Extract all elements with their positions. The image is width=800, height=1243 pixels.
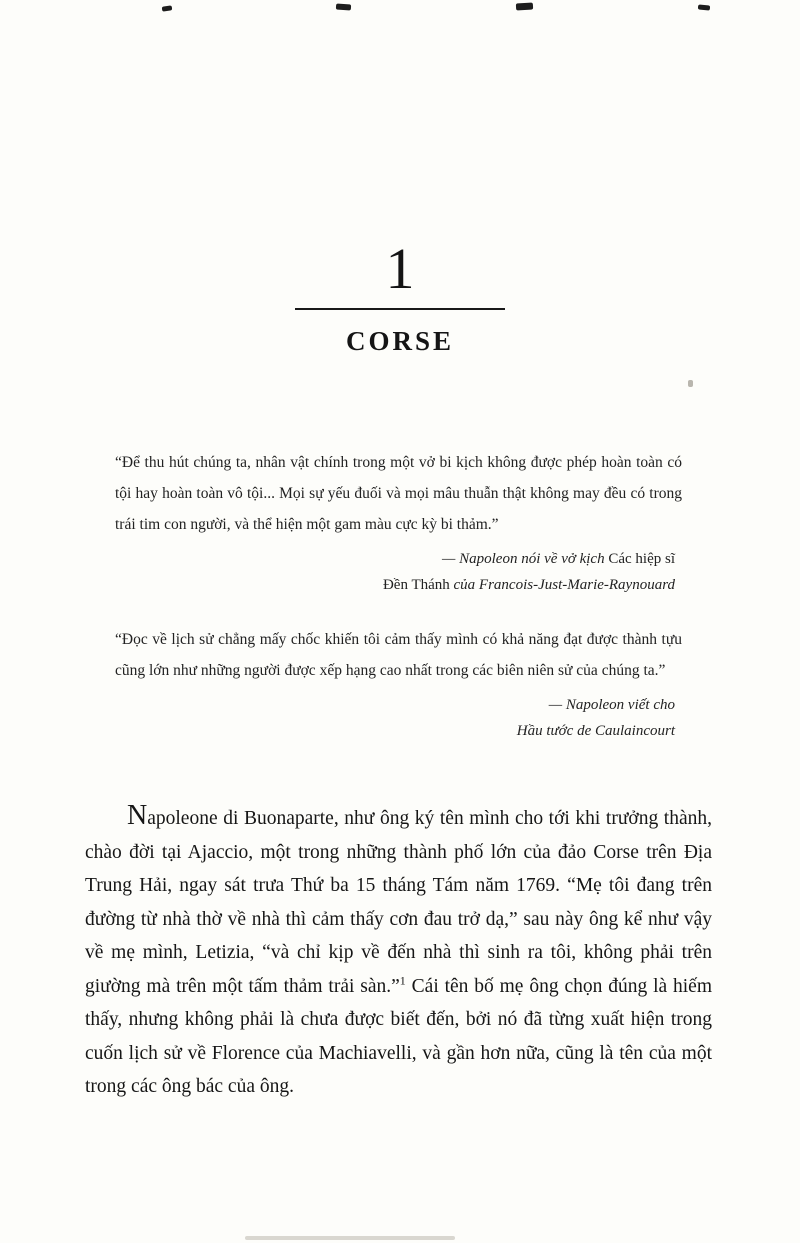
attribution-1-line1-italic: — Napoleon nói về vở kịch <box>442 551 609 567</box>
epigraph-quote-1: “Để thu hút chúng ta, nhân vật chính trong một vở bi kịch không được phép hoàn toàn có tội hay hoàn toàn vô tội... Mọi sự yếu đuối và mọi mâu thuẫn thật không may đều có trong trái tim con người, và thể hiện một gam màu cực kỳ bi thảm.” <box>115 454 682 533</box>
epigraph-attribution-2 <box>115 692 675 744</box>
scan-artifact <box>336 3 351 10</box>
epigraph-quote-2: “Đọc về lịch sử chẳng mấy chốc khiến tôi cảm thấy mình có khả năng đạt được thành tựu cũng lớn như những người được xếp hạng cao nhất trong các biên niên sử của chúng ta.” <box>115 631 682 679</box>
paragraph-initial-cap: N <box>127 800 148 831</box>
body-text-part1: apoleone di Buonaparte, như ông ký tên mình cho tới khi trưởng thành, chào đời tại Ajaccio, một trong những thành phố lớn của đảo Corse trên Địa Trung Hải, ngay sát trưa Thứ ba 15 tháng Tám năm 1769. “Mẹ tôi đang trên đường từ nhà thờ về nhà thì cảm thấy cơn đau trở dạ,” sau này ông kể như vậy về mẹ mình, Letizia, “và chỉ kịp về đến nhà thì sinh ra tôi, không phải trên giường mà trên một tấm thảm trải sàn.” <box>85 808 712 997</box>
scan-artifact <box>245 1236 455 1240</box>
attribution-2-line1: — Napoleon viết cho <box>548 697 675 713</box>
attribution-1-line2-title: Đền Thánh <box>382 577 454 593</box>
chapter-title: CORSE <box>345 326 455 356</box>
scan-artifact <box>688 380 693 387</box>
epigraph-attribution-1 <box>115 546 675 598</box>
body-paragraph <box>85 802 712 1104</box>
attribution-1-line1-title: Các hiệp sĩ <box>608 551 675 567</box>
footnote-marker: 1 <box>399 973 406 987</box>
scan-artifact <box>516 3 533 11</box>
attribution-1-line2-italic: của Francois-Just-Marie-Raynouard <box>453 577 675 593</box>
body-text-part2: Cái tên bố mẹ ông chọn đúng là hiếm thấy, nhưng không phải là chưa được biết đến, bởi nó đã từng xuất hiện trong cuốn lịch sử về Florence của Machiavelli, và gần hơn nữa, cũng là tên của một trong các ông bác của ông. <box>85 975 712 1097</box>
chapter-divider-rule <box>295 308 505 310</box>
chapter-number: 1 <box>385 236 415 301</box>
attribution-2-line2: Hầu tước de Caulaincourt <box>516 723 675 739</box>
